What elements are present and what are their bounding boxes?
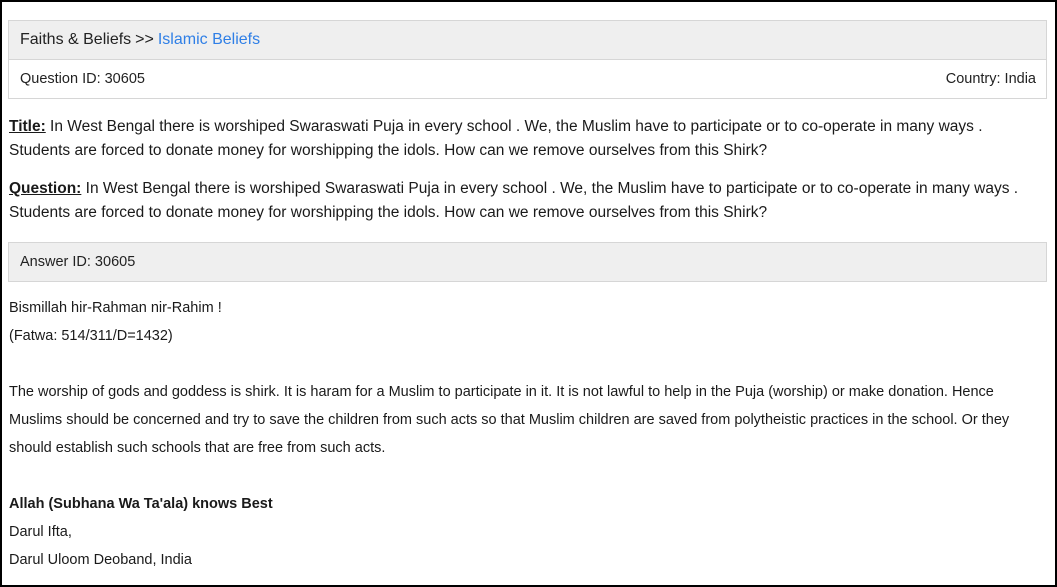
breadcrumb	[8, 20, 1047, 60]
answer-body: The worship of gods and goddess is shirk. It is haram for a Muslim to participate in it. It is not lawful to help in the Puja (worship) or make donation. Hence Muslims should be concerned and try to save the children from such acts so that Muslim children are saved from polytheistic practices in the school. Or they should establish such schools that are free from such acts.	[9, 384, 1010, 456]
title-text: In West Bengal there is worshiped Swaraswati Puja in every school . We, the Muslim have to participate or to co-operate in many ways . Students are forced to donate money for worshipping the idols. How can we remove ourselves from this Shirk?	[9, 118, 983, 159]
title-label: Title:	[9, 118, 46, 135]
answer-opening: Bismillah hir-Rahman nir-Rahim !	[9, 300, 222, 316]
question-id: Question ID: 30605	[20, 71, 145, 87]
question-text: In West Bengal there is worshiped Swaraswati Puja in every school . We, the Muslim have to participate or to co-operate in many ways . Students are forced to donate money for worshipping the idols. How can we remove ourselves from this Shirk?	[9, 180, 1019, 221]
breadcrumb-category: Faiths & Beliefs	[20, 31, 132, 48]
country: Country: India	[945, 71, 1036, 87]
answer-header-bar	[8, 242, 1047, 282]
signature-line-2: Darul Uloom Deoband, India	[9, 552, 192, 568]
question-section	[8, 115, 1047, 225]
answer-closing: Allah (Subhana Wa Ta'ala) knows Best	[9, 496, 273, 512]
signature-line-1: Darul Ifta,	[9, 524, 72, 540]
question-body	[9, 177, 1047, 225]
fatwa-reference: (Fatwa: 514/311/D=1432)	[9, 328, 173, 344]
content-area	[8, 20, 1047, 574]
question-meta-bar	[8, 60, 1047, 99]
breadcrumb-subcategory-link[interactable]: Islamic Beliefs	[157, 31, 261, 48]
answer-id: Answer ID: 30605	[20, 254, 136, 270]
question-title	[9, 115, 1047, 163]
breadcrumb-separator: >>	[135, 31, 154, 48]
answer-section	[8, 294, 1047, 574]
question-label: Question:	[9, 180, 82, 197]
